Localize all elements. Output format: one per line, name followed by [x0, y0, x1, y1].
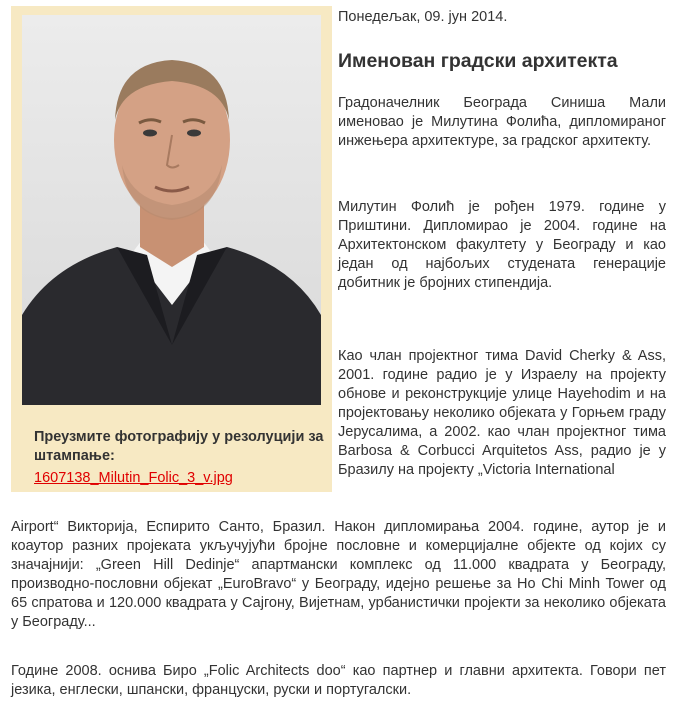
portrait-photo[interactable]	[22, 15, 321, 405]
article-headline: Именован градски архитекта	[338, 50, 618, 72]
paragraph-3-upper: Као члан пројектног тима David Cherky & Ass, 2001. године радио је у Израелу на пројекту обнове и реконструкције улице Hayehodim и на пројектовању неколико објеката у Горњем граду Јерусалима, а 2002. као члан пројектног тима Barbosa & Corbucci Arquitetos Ass, радио је у Бразилу на пројекту „Victoria International	[338, 348, 666, 478]
portrait-illustration	[22, 15, 321, 405]
paragraph-1: Градоначелник Београда Синиша Мали именовао је Милутина Фолића, дипломираног инжењера архитектуре, за градског архитекту.	[338, 95, 666, 149]
paragraph-2: Милутин Фолић је рођен 1979. године у Приштини. Дипломирао је 2004. године на Архитектонском факултету у Београду и као један од најбољих студената генерације добитник је бројних стипендија.	[338, 199, 666, 291]
photo-caption: Преузмите фотографију у резолуцији за штампање:	[34, 429, 324, 464]
paragraph-3-lower: Airport“ Викторија, Еспирито Санто, Бразил. Након дипломирања 2004. године, аутор је и коаутор разних пројеката укључујући бројне пословне и комерцијалне објекте од којих су значајнији: „Green Hill Dedinje“ апартмански комплекс од 11.000 квадрата у Београду, производно-пословни објекат „EuroBravo“ у Београду, идејно решење за Ho Chi Minh Tower од 65 спратова и 120.000 квадрата у Сајгону, Вијетнам, урбанистички пројекти за неколико објеката у Београду...	[11, 519, 666, 630]
photo-download-link[interactable]: 1607138_Milutin_Folic_3_v.jpg	[34, 470, 233, 486]
photo-box	[11, 6, 332, 492]
paragraph-4: Године 2008. оснива Биро „Folic Architects doo“ као партнер и главни архитекта. Говори пет језика, енглески, шпански, француски, руски и португалски.	[11, 663, 666, 698]
article-date: Понедељак, 09. јун 2014.	[338, 9, 508, 25]
